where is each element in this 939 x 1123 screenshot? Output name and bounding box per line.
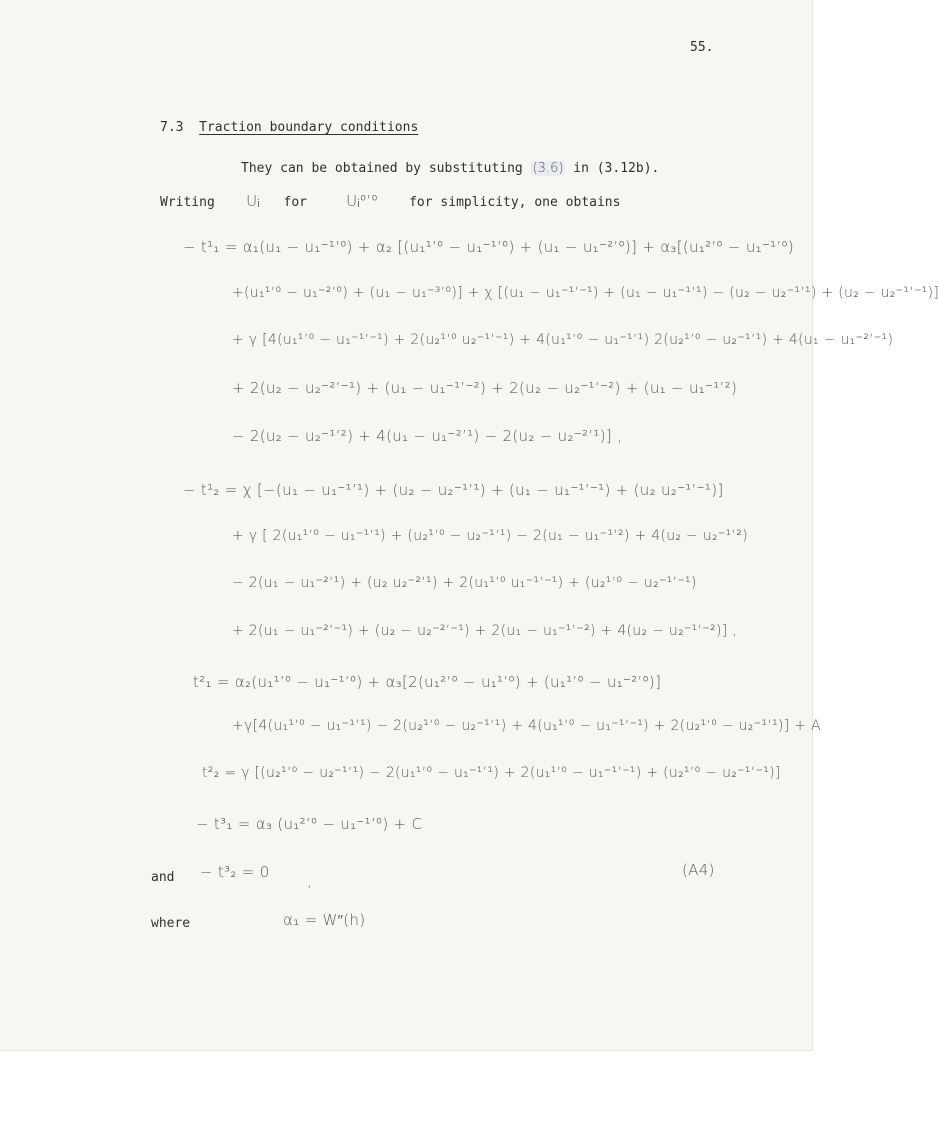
and-word: and	[151, 870, 175, 885]
intro-in: in	[573, 161, 589, 176]
equation-line-8: − 2(u₁ − u₁⁻²ʼ¹) + (u₂ u₂⁻²ʼ¹) + 2(u₁¹ʼ⁰ u₁⁻¹ʼ⁻¹) + (u₂¹ʼ⁰ − u₂⁻¹ʼ⁻¹)	[232, 575, 697, 591]
equation-line-5: − 2(u₂ − u₂⁻¹ʼ²) + 4(u₁ − u₁⁻²ʼ¹) − 2(u₂ − u₂⁻²ʼ¹)] ,	[232, 427, 623, 445]
equation-label-a4: (A4)	[682, 861, 715, 879]
equation-line-12: t²₂ = γ [(u₂¹ʼ⁰ − u₂⁻¹ʼ¹) − 2(u₁¹ʼ⁰ − u₁⁻¹ʼ¹) + 2(u₁¹ʼ⁰ − u₁⁻¹ʼ⁻¹) + (u₂¹ʼ⁰ − u₂⁻¹ʼ⁻¹)]	[202, 765, 781, 781]
for-simplicity-text: for simplicity, one obtains	[409, 195, 621, 210]
page-number: 55.	[690, 40, 714, 55]
equation-alpha1: α₁ = W″(h)	[283, 911, 366, 929]
symbol-ui: Uᵢ	[246, 192, 261, 210]
section-title: Traction boundary conditions	[199, 120, 419, 135]
intro-line-1	[241, 161, 659, 176]
symbol-ui00: Uᵢ⁰ʼ⁰	[346, 192, 378, 210]
equation-line-11: +γ[4(u₁¹ʼ⁰ − u₁⁻¹ʼ¹) − 2(u₂¹ʼ⁰ − u₂⁻¹ʼ¹) + 4(u₁¹ʼ⁰ − u₁⁻¹ʼ⁻¹) + 2(u₂¹ʼ⁰ − u₂⁻¹ʼ¹)] + A	[232, 718, 821, 734]
equation-line-2: +(u₁¹ʼ⁰ − u₁⁻²ʼ⁰) + (u₁ − u₁⁻³ʼ⁰)] + χ [(u₁ − u₁⁻¹ʼ⁻¹) + (u₁ − u₁⁻¹ʼ¹) − (u₂ − u₂⁻¹ʼ¹) + (u₂ − u₂⁻¹ʼ⁻¹)]	[232, 285, 939, 301]
intro-line-2	[160, 192, 620, 210]
trailing-comma: ,	[307, 872, 313, 890]
equation-line-13: − t³₁ = α₃ (u₁²ʼ⁰ − u₁⁻¹ʼ⁰) + C	[196, 815, 423, 833]
equation-line-1: − t¹₁ = α₁(u₁ − u₁⁻¹ʼ⁰) + α₂ [(u₁¹ʼ⁰ − u₁⁻¹ʼ⁰) + (u₁ − u₁⁻²ʼ⁰)] + α₃[(u₁²ʼ⁰ − u₁⁻¹ʼ⁰)	[183, 238, 795, 256]
intro-text: They can be obtained by substituting	[241, 161, 523, 176]
equation-line-9: + 2(u₁ − u₁⁻²ʼ⁻¹) + (u₂ − u₂⁻²ʼ⁻¹) + 2(u₁ − u₁⁻¹ʼ⁻²) + 4(u₂ − u₂⁻¹ʼ⁻²)] ,	[232, 623, 737, 639]
ref-3-12b: (3.12b).	[596, 161, 660, 176]
equation-line-7: + γ [ 2(u₁¹ʼ⁰ − u₁⁻¹ʼ¹) + (u₂¹ʼ⁰ − u₂⁻¹ʼ¹) − 2(u₁ − u₁⁻¹ʼ²) + 4(u₂ − u₂⁻¹ʼ²)	[232, 528, 748, 544]
equation-line-4: + 2(u₂ − u₂⁻²ʼ⁻¹) + (u₁ − u₁⁻¹ʼ⁻²) + 2(u₂ − u₂⁻¹ʼ⁻²) + (u₁ − u₁⁻¹ʼ²)	[232, 379, 738, 397]
equation-t32: − t³₂ = 0	[200, 863, 270, 881]
where-word: where	[151, 916, 191, 931]
equation-line-6: − t¹₂ = χ [−(u₁ − u₁⁻¹ʼ¹) + (u₂ − u₂⁻¹ʼ¹) + (u₁ − u₁⁻¹ʼ⁻¹) + (u₂ u₂⁻¹ʼ⁻¹)]	[183, 481, 724, 499]
ref-3-6: (3.6)	[532, 161, 564, 176]
equation-line-10: t²₁ = α₂(u₁¹ʼ⁰ − u₁⁻¹ʼ⁰) + α₃[2(u₁²ʼ⁰ − u₁¹ʼ⁰) + (u₁¹ʼ⁰ − u₁⁻²ʼ⁰)]	[193, 673, 662, 691]
section-heading	[160, 120, 418, 135]
equation-line-3: + γ [4(u₁¹ʼ⁰ − u₁⁻¹ʼ⁻¹) + 2(u₂¹ʼ⁰ u₂⁻¹ʼ⁻¹) + 4(u₁¹ʼ⁰ − u₁⁻¹ʼ¹) 2(u₂¹ʼ⁰ − u₂⁻¹ʼ¹) + 4(u₁ − u₁⁻²ʼ⁻¹)	[232, 332, 894, 348]
for-word: for	[283, 195, 308, 210]
writing-word: Writing	[160, 195, 215, 210]
section-number: 7.3	[160, 120, 184, 135]
